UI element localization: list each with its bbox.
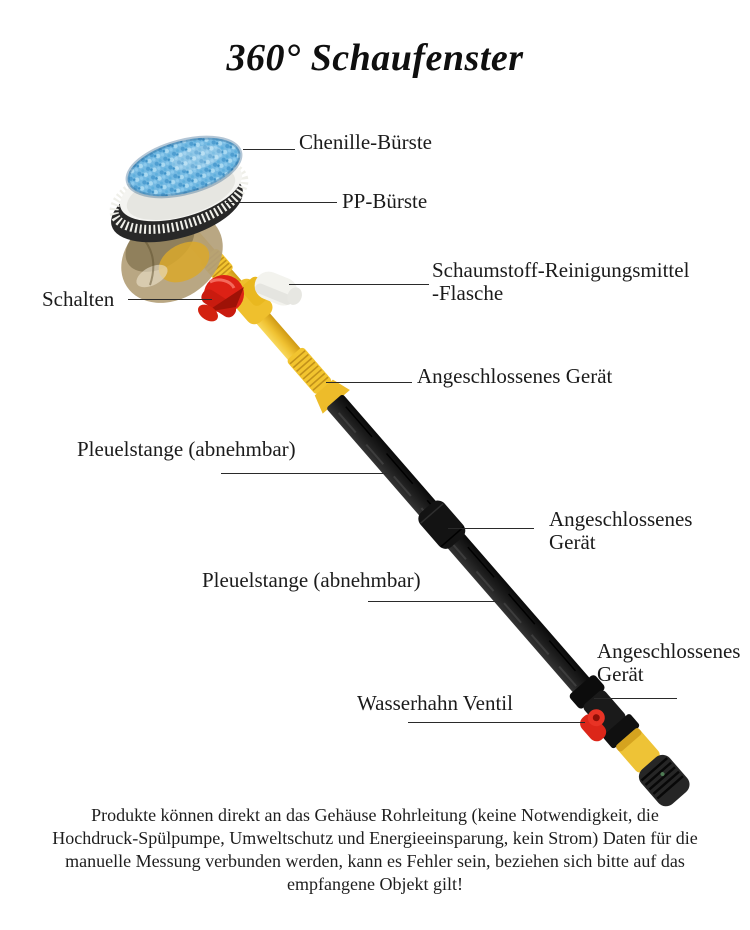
label-water-valve: Wasserhahn Ventil [357,691,513,715]
page-title: 360° Schaufenster [226,37,524,79]
leader-water-valve [408,722,585,723]
label-connected-device-2: Angeschlossenes Gerät [549,507,693,554]
leader-chenille [243,149,295,150]
leader-connected-1 [326,382,412,383]
label-foam-bottle: Schaumstoff-Reinigungsmittel -Flasche [432,258,690,305]
leader-connected-2 [448,528,534,529]
label-chenille: Chenille-Bürste [299,130,432,154]
label-connected-device-3: Angeschlossenes Gerät [597,639,741,686]
leader-foam-bottle [289,284,429,285]
footer-note: Produkte können direkt an das Gehäuse Rohrleitung (keine Notwendigkeit, die Hochdruck-Spülpumpe, Umweltschutz und Energieeinsparung, kein Strom) Daten für die manuelle Messung verbunden werden, kann es Fehler sein, beziehen sich bitte auf das empfangene Objekt gilt! [52,805,698,894]
leader-connected-3 [594,698,677,699]
label-rod-1: Pleuelstange (abnehmbar) [77,437,296,461]
leader-pp-brush [226,202,337,203]
leader-rod-1 [221,473,390,474]
label-rod-2: Pleuelstange (abnehmbar) [202,568,421,592]
label-pp-brush: PP-Bürste [342,189,428,213]
leader-switch [128,299,212,300]
leader-rod-2 [368,601,500,602]
label-switch: Schalten [42,287,115,311]
label-connected-device-1: Angeschlossenes Gerät [417,364,613,388]
